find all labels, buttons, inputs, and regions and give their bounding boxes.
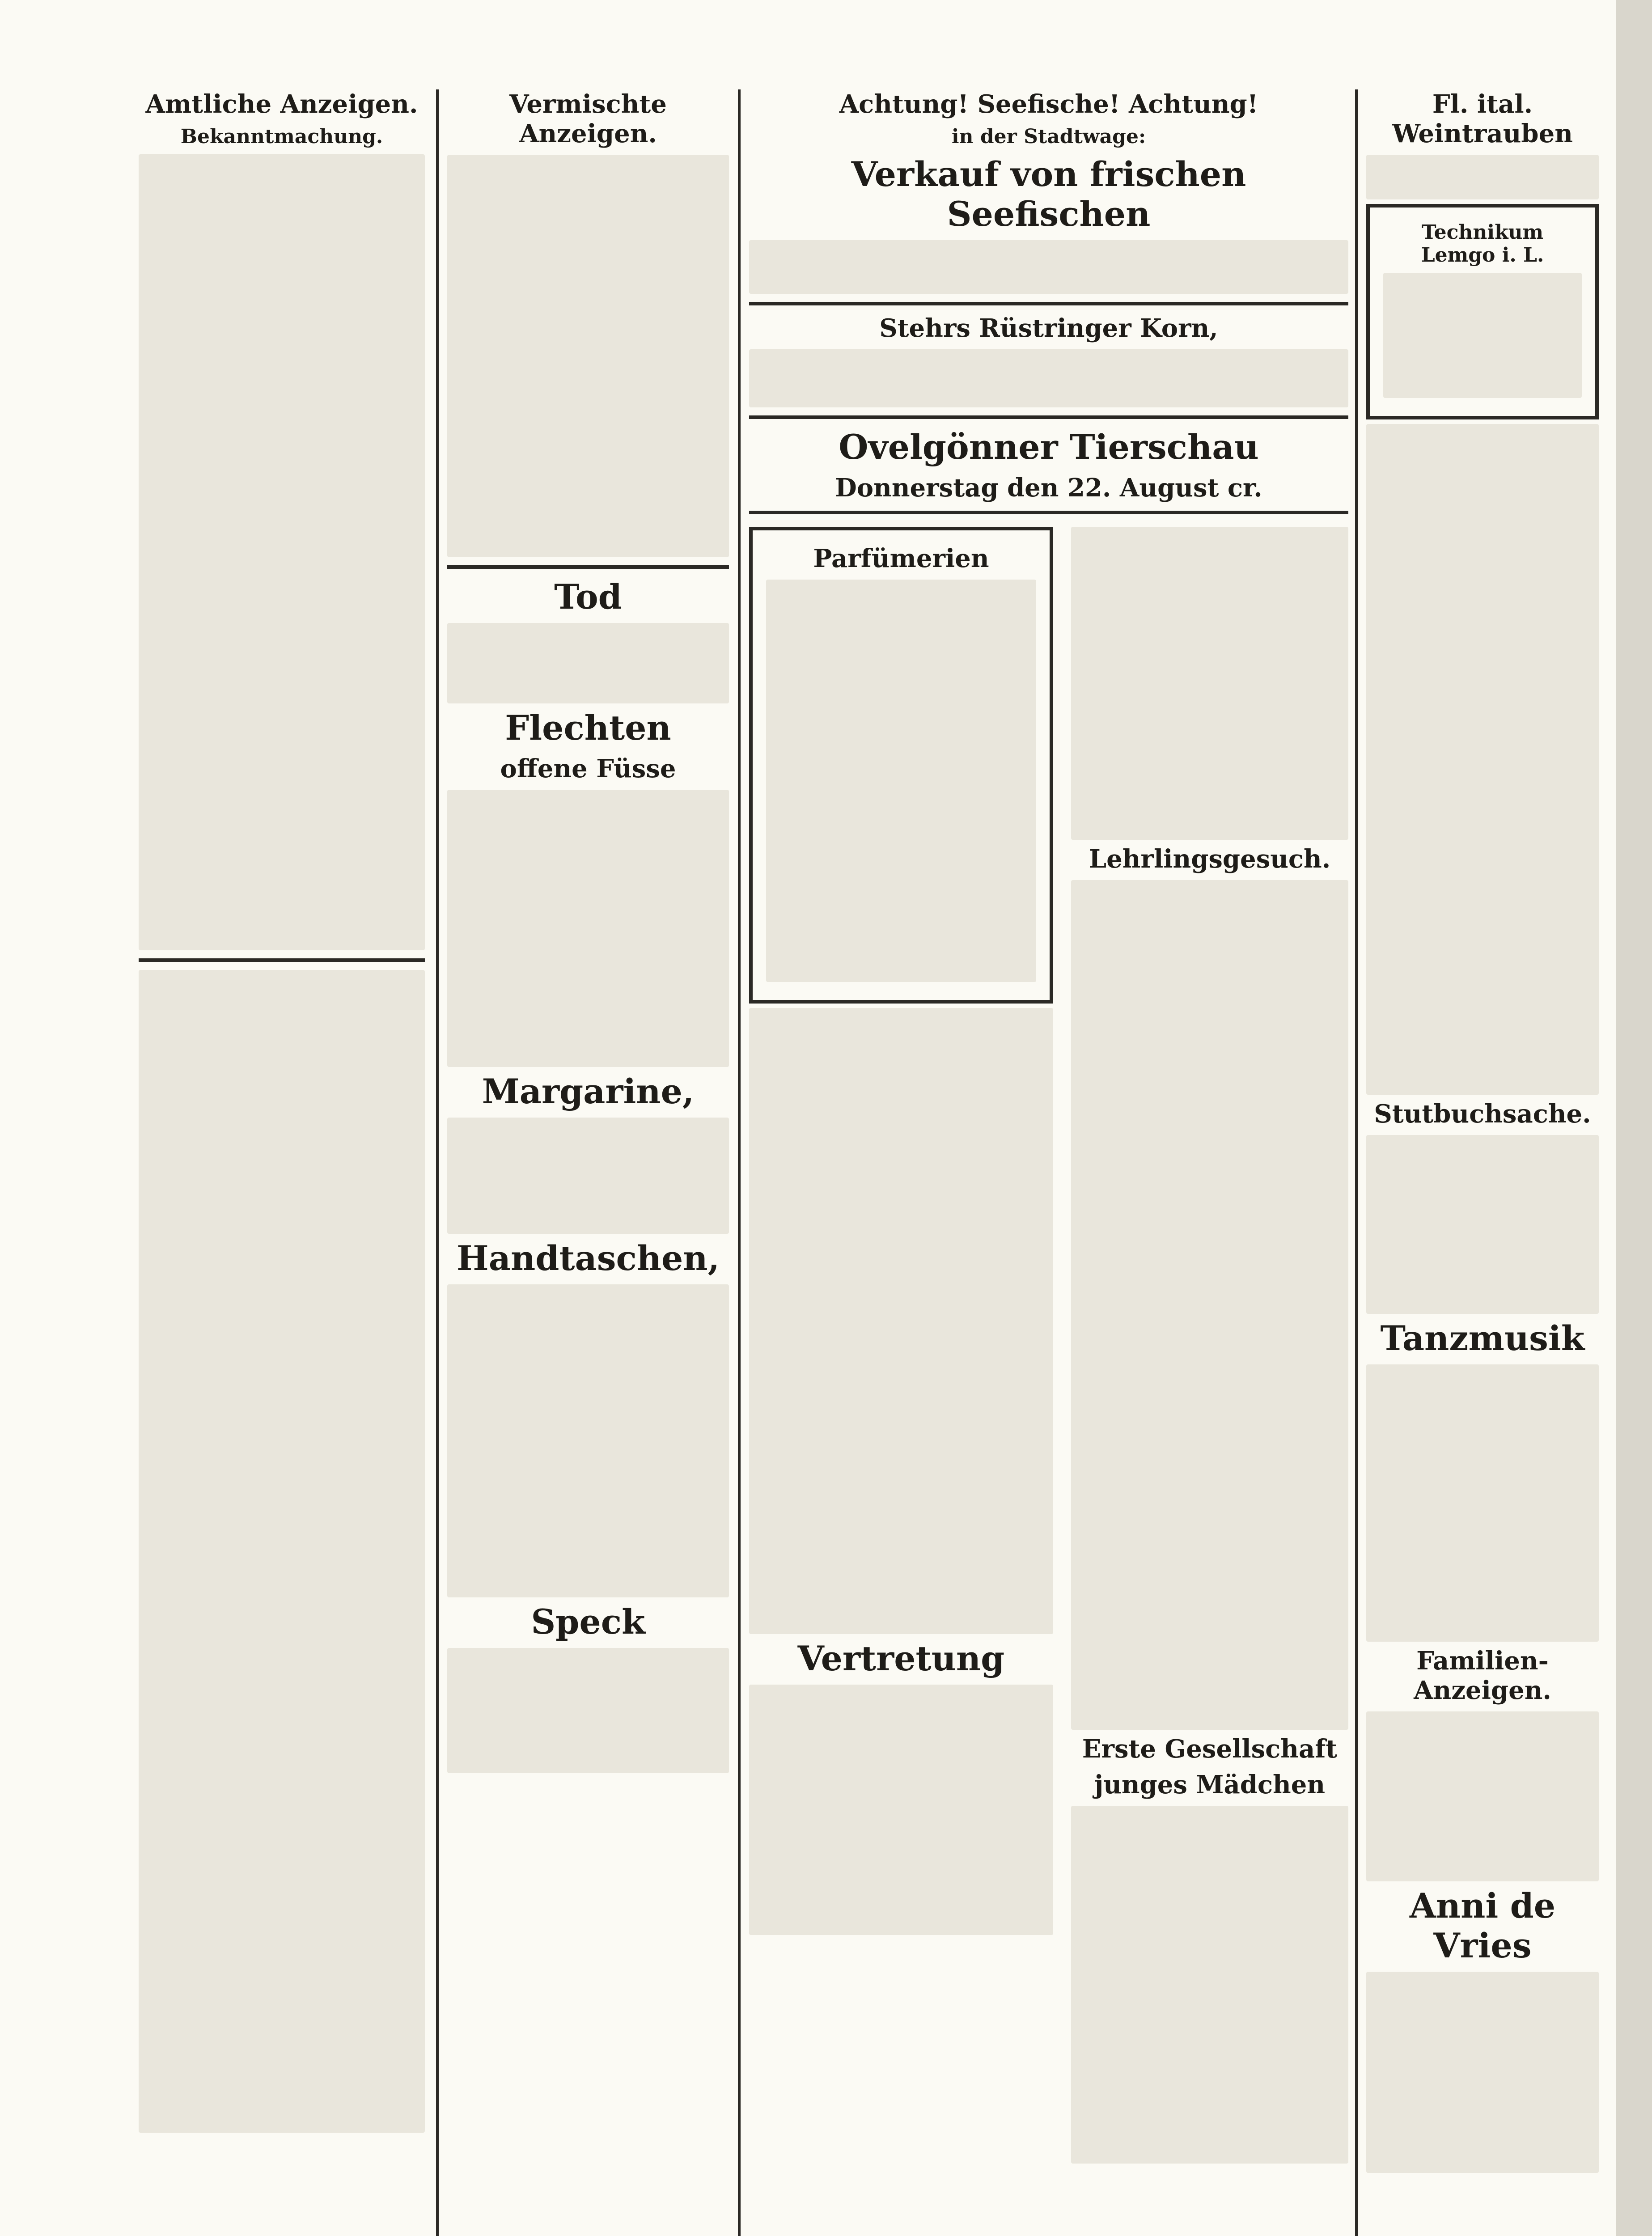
ad-box xyxy=(749,527,1053,1004)
heading: Speck xyxy=(531,1602,645,1642)
column-1 xyxy=(139,89,425,2137)
section-heading: Vermischte Anzeigen. xyxy=(509,89,667,148)
heading: Ovelgönner Tierschau xyxy=(839,427,1259,467)
section-heading: Amtliche Anzeigen. xyxy=(145,89,418,119)
column-3 xyxy=(749,89,1348,2168)
heading: Tod xyxy=(554,577,622,617)
heading: Tanzmusik xyxy=(1380,1318,1585,1358)
banner: Achtung! Seefische! Achtung! xyxy=(839,89,1258,119)
heading: Flechten xyxy=(505,708,671,748)
heading: Vertretung xyxy=(797,1639,1005,1678)
heading: junges Mädchen xyxy=(1094,1770,1326,1800)
heading: offene Füsse xyxy=(500,754,676,783)
heading: Margarine, xyxy=(482,1071,695,1111)
heading: Handtaschen, xyxy=(456,1238,720,1278)
ad-box xyxy=(1366,204,1599,419)
banner-sub: in der Stadtwage: xyxy=(951,125,1146,148)
heading: Stutbuchsache. xyxy=(1374,1099,1591,1129)
heading: Anni de Vries xyxy=(1409,1886,1556,1965)
heading: Familien-Anzeigen. xyxy=(1414,1646,1551,1705)
column-2 xyxy=(447,89,729,1778)
heading: Stehrs Rüstringer Korn, xyxy=(879,313,1218,343)
heading: Fl. ital. Weintrauben xyxy=(1392,89,1573,148)
column-rule xyxy=(1355,89,1358,2236)
heading: Bekanntmachung. xyxy=(180,125,383,148)
heading: Donnerstag den 22. August cr. xyxy=(835,473,1262,503)
column-rule xyxy=(738,89,741,2236)
column-rule xyxy=(436,89,439,2236)
heading: Lehrlingsgesuch. xyxy=(1089,844,1331,874)
banner: Verkauf von frischen Seefischen xyxy=(851,154,1246,234)
heading: Technikum Lemgo i. L. xyxy=(1421,221,1544,267)
column-5 xyxy=(1366,89,1599,2177)
heading: Erste Gesellschaft xyxy=(1082,1734,1338,1764)
page-edge xyxy=(1616,0,1652,2236)
heading: Parfümerien xyxy=(813,544,989,573)
